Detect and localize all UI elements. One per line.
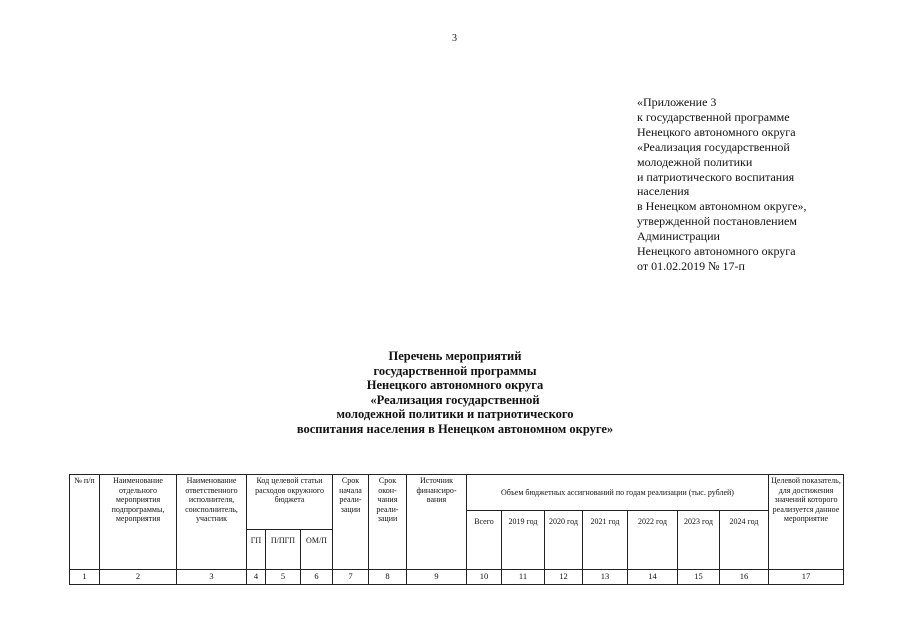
header-total: Всего [467, 511, 502, 570]
header-year-2023: 2023 год [678, 511, 720, 570]
appendix-line: Ненецкого автономного округа [637, 244, 796, 259]
column-number: 13 [583, 570, 628, 585]
appendix-line: молодежной политики [637, 154, 753, 169]
measures-table [69, 474, 844, 585]
header-year-2022: 2022 год [628, 511, 678, 570]
column-number: 12 [545, 570, 583, 585]
column-number: 1 [70, 570, 100, 585]
header-executor: Наименование ответственного исполнителя, соисполнитель, участник [177, 475, 247, 570]
column-number: 4 [247, 570, 266, 585]
column-number: 5 [266, 570, 301, 585]
title-line: «Реализация государственной [370, 392, 540, 407]
header-budget: Объем бюджетных ассигнований по годам реализации (тыс. рублей) [467, 475, 769, 511]
column-number: 7 [333, 570, 369, 585]
column-number: 17 [769, 570, 844, 585]
appendix-line: и патриотического воспитания [637, 169, 795, 184]
page-number: 3 [452, 33, 457, 44]
column-number: 16 [720, 570, 769, 585]
header-code-pgp: П/ПГП [266, 530, 301, 570]
appendix-line: населения [637, 184, 690, 199]
title-line: Ненецкого автономного округа [366, 378, 544, 392]
appendix-line: Администрации [637, 229, 720, 244]
column-number: 9 [407, 570, 467, 585]
header-source: Источник финансиро-вания [407, 475, 467, 570]
header-code-omp: ОМ/П [301, 530, 333, 570]
appendix-block [637, 95, 877, 274]
header-name: Наименование отдельного мероприятия подпрограммы, мероприятия [100, 475, 177, 570]
column-number: 8 [369, 570, 407, 585]
document-title [240, 349, 670, 436]
header-num: № п/п [70, 475, 100, 570]
title-line: воспитания населения в Ненецком автономном округе» [296, 421, 614, 436]
title-line: государственной программы [373, 363, 537, 378]
column-number: 2 [100, 570, 177, 585]
header-target: Целевой показатель, для достижения значений которого реализуется данное мероприятие [769, 475, 844, 570]
appendix-line: в Ненецком автономном округе», [637, 199, 807, 214]
header-code: Код целевой статьи расходов окружного бюджета [247, 475, 333, 530]
column-number: 3 [177, 570, 247, 585]
appendix-line: «Реализация государственной [637, 139, 790, 154]
appendix-line: к государственной программе [637, 109, 790, 124]
header-start: Срок начала реали-зации [333, 475, 369, 570]
header-end: Срок окон-чания реали-зации [369, 475, 407, 570]
title-line: молодежной политики и патриотического [336, 407, 574, 421]
title-line: Перечень мероприятий [388, 349, 522, 363]
header-year-2021: 2021 год [583, 511, 628, 570]
column-number: 10 [467, 570, 502, 585]
header-year-2020: 2020 год [545, 511, 583, 570]
appendix-line: «Приложение 3 [637, 95, 717, 109]
header-year-2019: 2019 год [502, 511, 545, 570]
column-number: 11 [502, 570, 545, 585]
column-number: 6 [301, 570, 333, 585]
header-code-gp: ГП [247, 530, 266, 570]
appendix-line: утвержденной постановлением [637, 214, 797, 229]
column-number: 15 [678, 570, 720, 585]
column-number: 14 [628, 570, 678, 585]
header-year-2024: 2024 год [720, 511, 769, 570]
appendix-line: Ненецкого автономного округа [637, 124, 796, 139]
appendix-line: от 01.02.2019 № 17-п [637, 258, 745, 273]
column-numbers-row [70, 570, 844, 585]
